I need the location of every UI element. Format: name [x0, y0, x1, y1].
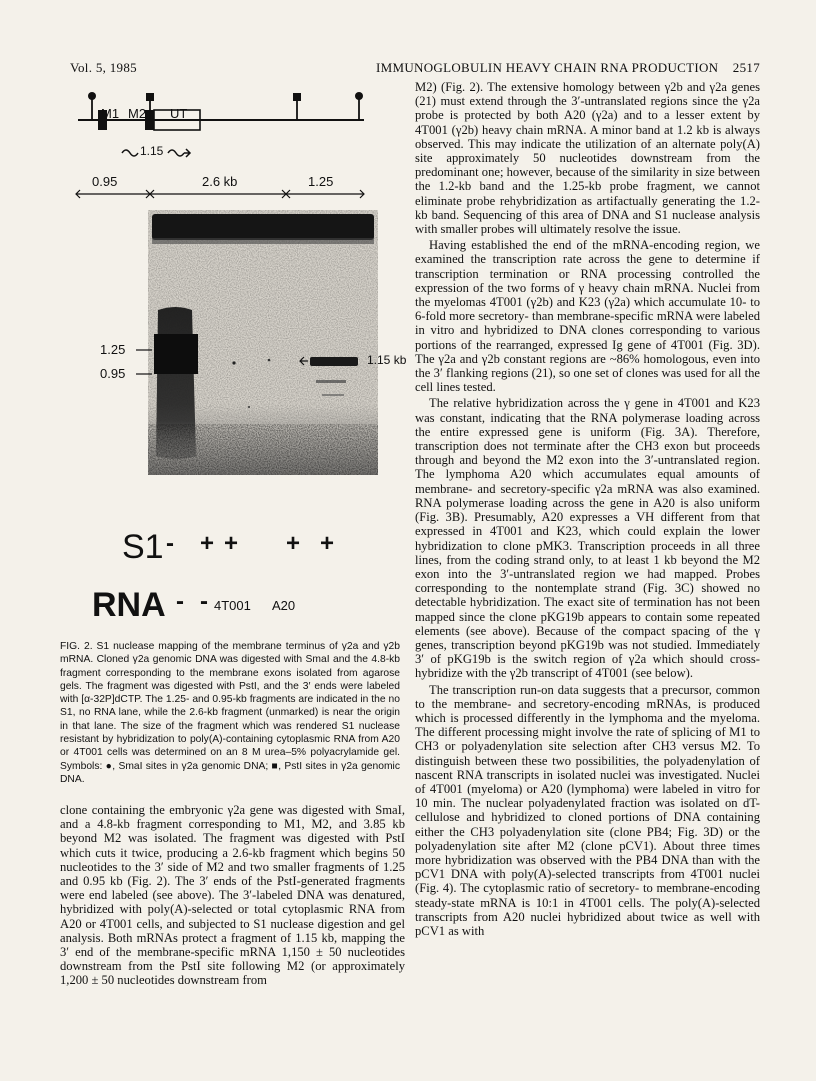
probe-size-label: 1.15 [140, 144, 164, 158]
right-paragraph-1: M2) (Fig. 2). The extensive homology between γ2b and γ2a genes (21) must extend through the 3′-untranslated regions since the γ2a probe is protected by both A20 (γ2a) and to a lesser extent by 4T001 (γ2b) heavy chain mRNA. A minor band at 1.2 kb is always observed. This may indicate the utilization of an alternate poly(A) site approximately 50 nucleotides downstream from the predominant one; however, because of the similarity in size between the 1.2-kb band and the 1.25-kb probe fragment, we cannot eliminate probe rehybridization as artifactually generating the 1.2-kb band. Sequencing of this area of DNA and S1 nuclease analysis with smaller probes will ultimately resolve the issue. [415, 80, 761, 237]
band-size-label: 1.15 kb [367, 353, 407, 367]
figure-2 [64, 84, 407, 640]
psti-site-1 [146, 93, 154, 101]
s1-mark-lane-3: + [224, 530, 239, 557]
right-paragraph-3: The relative hybridization across the γ gene in 4T001 and K23 was constant, indicating that the RNA polymerase loading across the entire expressed gene is uniform (Fig. 3A). Therefore, transcription does not terminate after the CH3 exon but proceeds through and beyond the M2 exon into the 3′-untranslated region. The lymphoma A20 which accumulates equal amounts of membrane- and secretory-specific γ2a mRNA was also examined. RNA polymerase loading across the gene in A20 is also uniform (Fig. 3B). Presumably, A20 expresses a VH different from that expressed in 4T001 and K23, which could explain the lower hybridization to clone pMK3. Transcription proceeds in all three lines, from the coding strand only, to at least 1 kb beyond the M2 exon into the 3′-untranslated region we had mapped. Probes corresponding to the nontemplate strand (Fig. 3C) showed no detectable hybridization. The exact site of termination has not been mapped since the clone pKG19b appears to contain some repeated elements (see above). Because of the compact spacing of the γ genes, transcription beyond pKG19b was not studied. Immediately 3′ of pKG19b is the switch region of γ2a which should cross-hybridize with the γ2b transcript of 4T001 (see below). [415, 396, 760, 681]
rna-lane-a20: A20 [272, 598, 296, 613]
label-ut: UT [170, 106, 188, 121]
s1-mark-lane-5: + [320, 530, 335, 557]
figure-caption: FIG. 2. S1 nuclease mapping of the membrane terminus of γ2a and γ2b mRNA. Cloned γ2a genomic DNA was digested with SmaI and the 4.8-kb fragment corresponding to the membrane exons isolated from agarose gels. The fragment was digested with PstI, and the 3′ ends were labeled with [α-32P]dCTP. The 1.25- and 0.95-kb fragments are indicated in the no S1, no RNA lane, while the 2.6-kb fragment (unmarked) is near the origin in that lane. The size of the fragment which was rendered S1 nuclease resistant by hybridization to poly(A)-containing cytoplasmic RNA from A20 or 4T001 cells was determined on an 8 M urea–5% polyacrylamide gel. Symbols: ●, SmaI sites in γ2a genomic DNA; ■, PstI sites in γ2a genomic DNA. [60, 641, 400, 785]
smai-site-left [88, 92, 96, 100]
smai-site-right [355, 92, 363, 100]
volume-label: Vol. 5, 1985 [70, 60, 137, 75]
rna-mark-lane-2: - [200, 588, 208, 615]
fragment-size-middle: 2.6 kb [202, 174, 238, 189]
marker-0-95: 0.95 [100, 366, 126, 381]
lane-1-marker-bands [154, 334, 198, 374]
s1-mark-lane-1: - [166, 530, 174, 557]
rna-lane-4t001: 4T001 [214, 598, 251, 613]
s1-mark-lane-2: + [200, 530, 215, 557]
fragment-arrows [76, 190, 364, 198]
gel-image [148, 210, 378, 475]
psti-site-2 [293, 93, 301, 101]
left-column-paragraph: clone containing the embryonic γ2a gene was digested with SmaI, and a 4.8-kb fragment corresponding to M1, M2, and 3.85 kb beyond M2 was isolated. The fragment was digested with PstI which cuts it twice, producing a 2.6-kb fragment which begins 50 nucleotides to the 3′ side of M2 and two smaller fragments of 1.25 and 0.95 kb (Fig. 2). The 3′ ends of the PstI-generated fragments were end labeled (see above). The 3′-labeled DNA was denatured, hybridized with poly(A)-selected or total cytoplasmic RNA from A20 or 4T001 cells, and subjected to S1 nuclease digestion and gel analysis. Both mRNAs protect a fragment of 1.15 kb, mapping the 3′ end of the membrane-specific mRNA 1,150 ± 50 nucleotides downstream from the PstI site following M2 (or approximately 1,200 ± 50 nucleotides downstream from [60, 803, 405, 988]
left-column-text [60, 803, 405, 988]
row-label-s1: S1 [122, 528, 164, 566]
fragment-size-left: 0.95 [92, 174, 118, 189]
row-label-rna: RNA [92, 586, 166, 624]
label-m2: M2 [128, 106, 147, 121]
right-column-text [415, 80, 760, 938]
running-title: IMMUNOGLOBULIN HEAVY CHAIN RNA PRODUCTION [376, 60, 719, 75]
band-1-15kb [310, 357, 358, 366]
label-m1: M1 [101, 106, 120, 121]
s1-mark-lane-4: + [286, 530, 301, 557]
right-paragraph-2: Having established the end of the mRNA-encoding region, we examined the transcription rate across the gene to determine if transcription termination or RNA processing controlled the expression of the two forms of γ heavy chain mRNA. Nuclei from the myelomas 4T001 (γ2b) and K23 (γ2a) which accumulate 10- to 6-fold more secretory- than membrane-specific mRNA were labeled in vitro and hybridized to DNA clones corresponding to various portions of the rearranged, expressed Ig gene of 4T001 (Fig. 3D). The γ2a and γ2b constant regions are ~86% homologous, even into the 3′ flanking regions (21), so one set of clones was used for all the cell lines tested. [415, 238, 760, 395]
rna-mark-lane-1: - [176, 588, 184, 615]
restriction-map [78, 92, 364, 130]
fragment-size-right: 1.25 [308, 174, 334, 189]
right-paragraph-4: The transcription run-on data suggests that a precursor, common to the membrane- and secretory-encoding mRNAs, is produced which is processed differently in the lymphoma and the myeloma. The different processing might involve the rate of splicing of M1 to CH3 or polyadenylation site selection after CH3 versus M2. To distinguish between these two possibilities, the polyadenylation of nascent RNA transcripts in isolated nuclei was investigated. Nuclei of 4T001 (myeloma) or A20 (lymphoma) were labeled in vitro for 10 min. The nuclear polyadenylated fraction was isolated on dT-cellulose and hybridized to cloned portions of DNA containing either the CH3 polyadenylation site (clone PB4; Fig. 3D) or the polyadenylation site after M2 (clone pCV1). About three times more hybridization was observed with the PB4 DNA than with the pCV1 DNA with poly(A)-selected transcripts from 4T001 nuclei (Fig. 4). The cytoplasmic ratio of secretory- to membrane-encoding steady-state mRNA is 10:1 in 4T001 cells. The poly(A)-selected transcripts from A20 nuclei hybridized about twice as well with pCV1 as with [415, 682, 760, 938]
marker-1-25: 1.25 [100, 342, 126, 357]
page-number: 2517 [732, 60, 760, 75]
running-header [70, 60, 760, 78]
origin-band [152, 214, 374, 240]
